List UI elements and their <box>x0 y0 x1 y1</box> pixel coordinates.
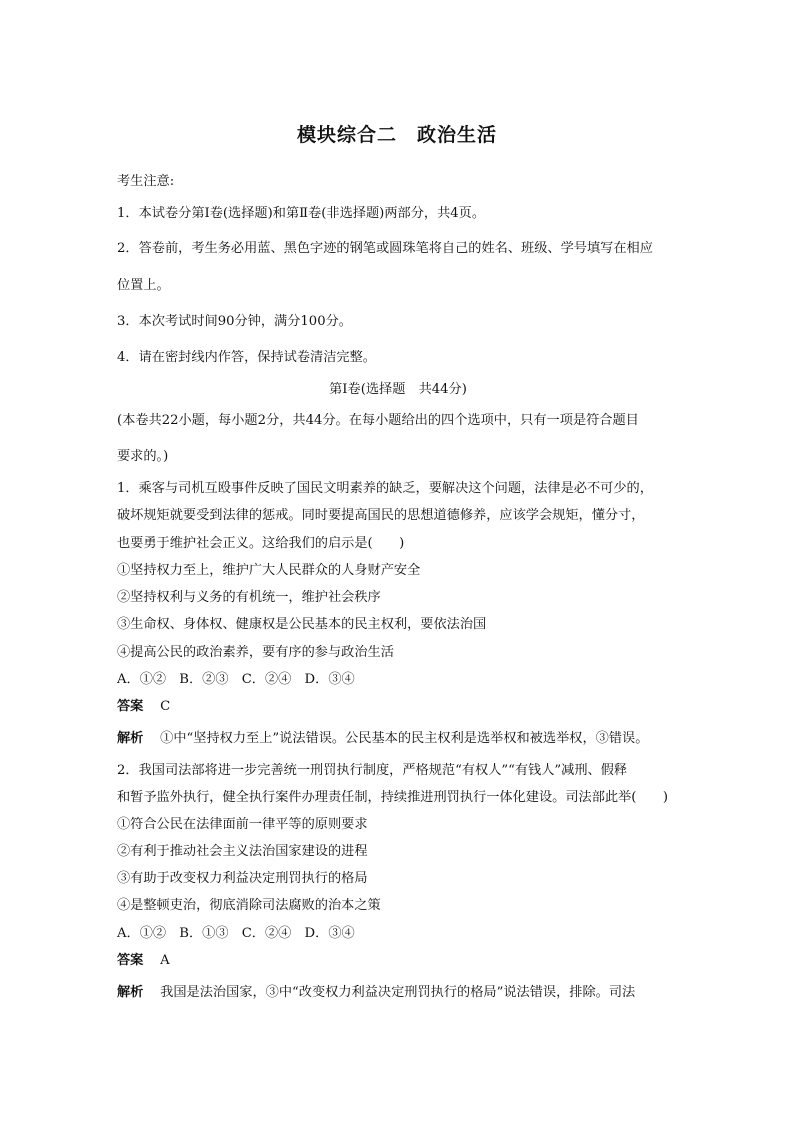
question-1-option: ④提高公民的政治素养，要有序的参与政治生活 <box>117 645 394 660</box>
notice-item: 2．答卷前，考生务必用蓝、黑色字迹的钢笔或圆珠笔将自己的姓名、班级、学号填写在相应 <box>117 241 653 256</box>
question-1-stem: 破坏规矩就要受到法律的惩戒。同时要提高国民的思想道德修养，应该学会规矩，懂分寸， <box>117 508 645 523</box>
question-1-answer <box>117 698 679 716</box>
section-title: 第Ⅰ卷(选择题 共44分) <box>329 382 467 397</box>
answer-label: 答案 <box>117 699 144 714</box>
question-1-stem: 1．乘客与司机互殴事件反映了国民文明素养的缺乏，要解决这个问题，法律是必不可少的， <box>117 481 653 496</box>
question-1-option: ③生命权、身体权、健康权是公民基本的民主权利，要依法治国 <box>117 617 487 632</box>
notice-item: 位置上。 <box>117 278 170 293</box>
question-2-option: ③有助于改变权力利益决定刑罚执行的格局 <box>117 871 368 886</box>
question-1-choices: A．①② B．②③ C．②④ D．③④ <box>117 672 355 687</box>
section-intro: 要求的。) <box>117 449 169 464</box>
question-2-stem: 和暂予监外执行，健全执行案件办理责任制，持续推进刑罚执行一体化建设。司法部此举( ) <box>117 790 668 805</box>
analysis-label: 解析 <box>117 731 144 746</box>
question-2-stem: 2．我国司法部将进一步完善统一刑罚执行制度，严格规范“有权人”“有钱人”减刑、假释 <box>117 763 628 778</box>
notice-item: 1．本试卷分第Ⅰ卷(选择题)和第Ⅱ卷(非选择题)两部分，共4页。 <box>117 206 486 221</box>
page-title: 模块综合二 政治生活 <box>296 124 497 146</box>
answer-value: C <box>160 699 171 714</box>
question-2-option: ②有利于推动社会主义法治国家建设的进程 <box>117 844 368 859</box>
question-1-option: ②坚持权利与义务的有机统一，维护社会秩序 <box>117 590 381 605</box>
question-2-option: ①符合公民在法律面前一律平等的原则要求 <box>117 817 368 832</box>
analysis-text: 我国是法治国家，③中“改变权力利益决定刑罚执行的格局”说法错误，排除。司法 <box>160 985 636 1000</box>
question-1-analysis <box>117 730 679 748</box>
question-2-choices: A．①② B．①③ C．②④ D．③④ <box>117 926 355 941</box>
answer-label: 答案 <box>117 953 144 968</box>
question-1-option: ①坚持权力至上，维护广大人民群众的人身财产安全 <box>117 563 421 578</box>
analysis-label: 解析 <box>117 985 144 1000</box>
question-1-stem: 也要勇于维护社会正义。这给我们的启示是( ) <box>117 536 405 551</box>
answer-value: A <box>160 953 170 968</box>
analysis-text: ①中“坚持权力至上”说法错误。公民基本的民主权利是选举权和被选举权，③错误。 <box>160 731 649 746</box>
question-2-analysis <box>117 984 679 1002</box>
section-intro: (本卷共22小题，每小题2分，共44分。在每小题给出的四个选项中，只有一项是符合题目 <box>117 413 639 428</box>
notice-heading: 考生注意: <box>117 174 175 189</box>
question-2-option: ④是整顿吏治，彻底消除司法腐败的治本之策 <box>117 898 381 913</box>
notice-item: 3．本次考试时间90分钟，满分100分。 <box>117 314 352 329</box>
notice-item: 4．请在密封线内作答，保持试卷清洁完整。 <box>117 350 376 365</box>
question-2-answer <box>117 952 679 970</box>
